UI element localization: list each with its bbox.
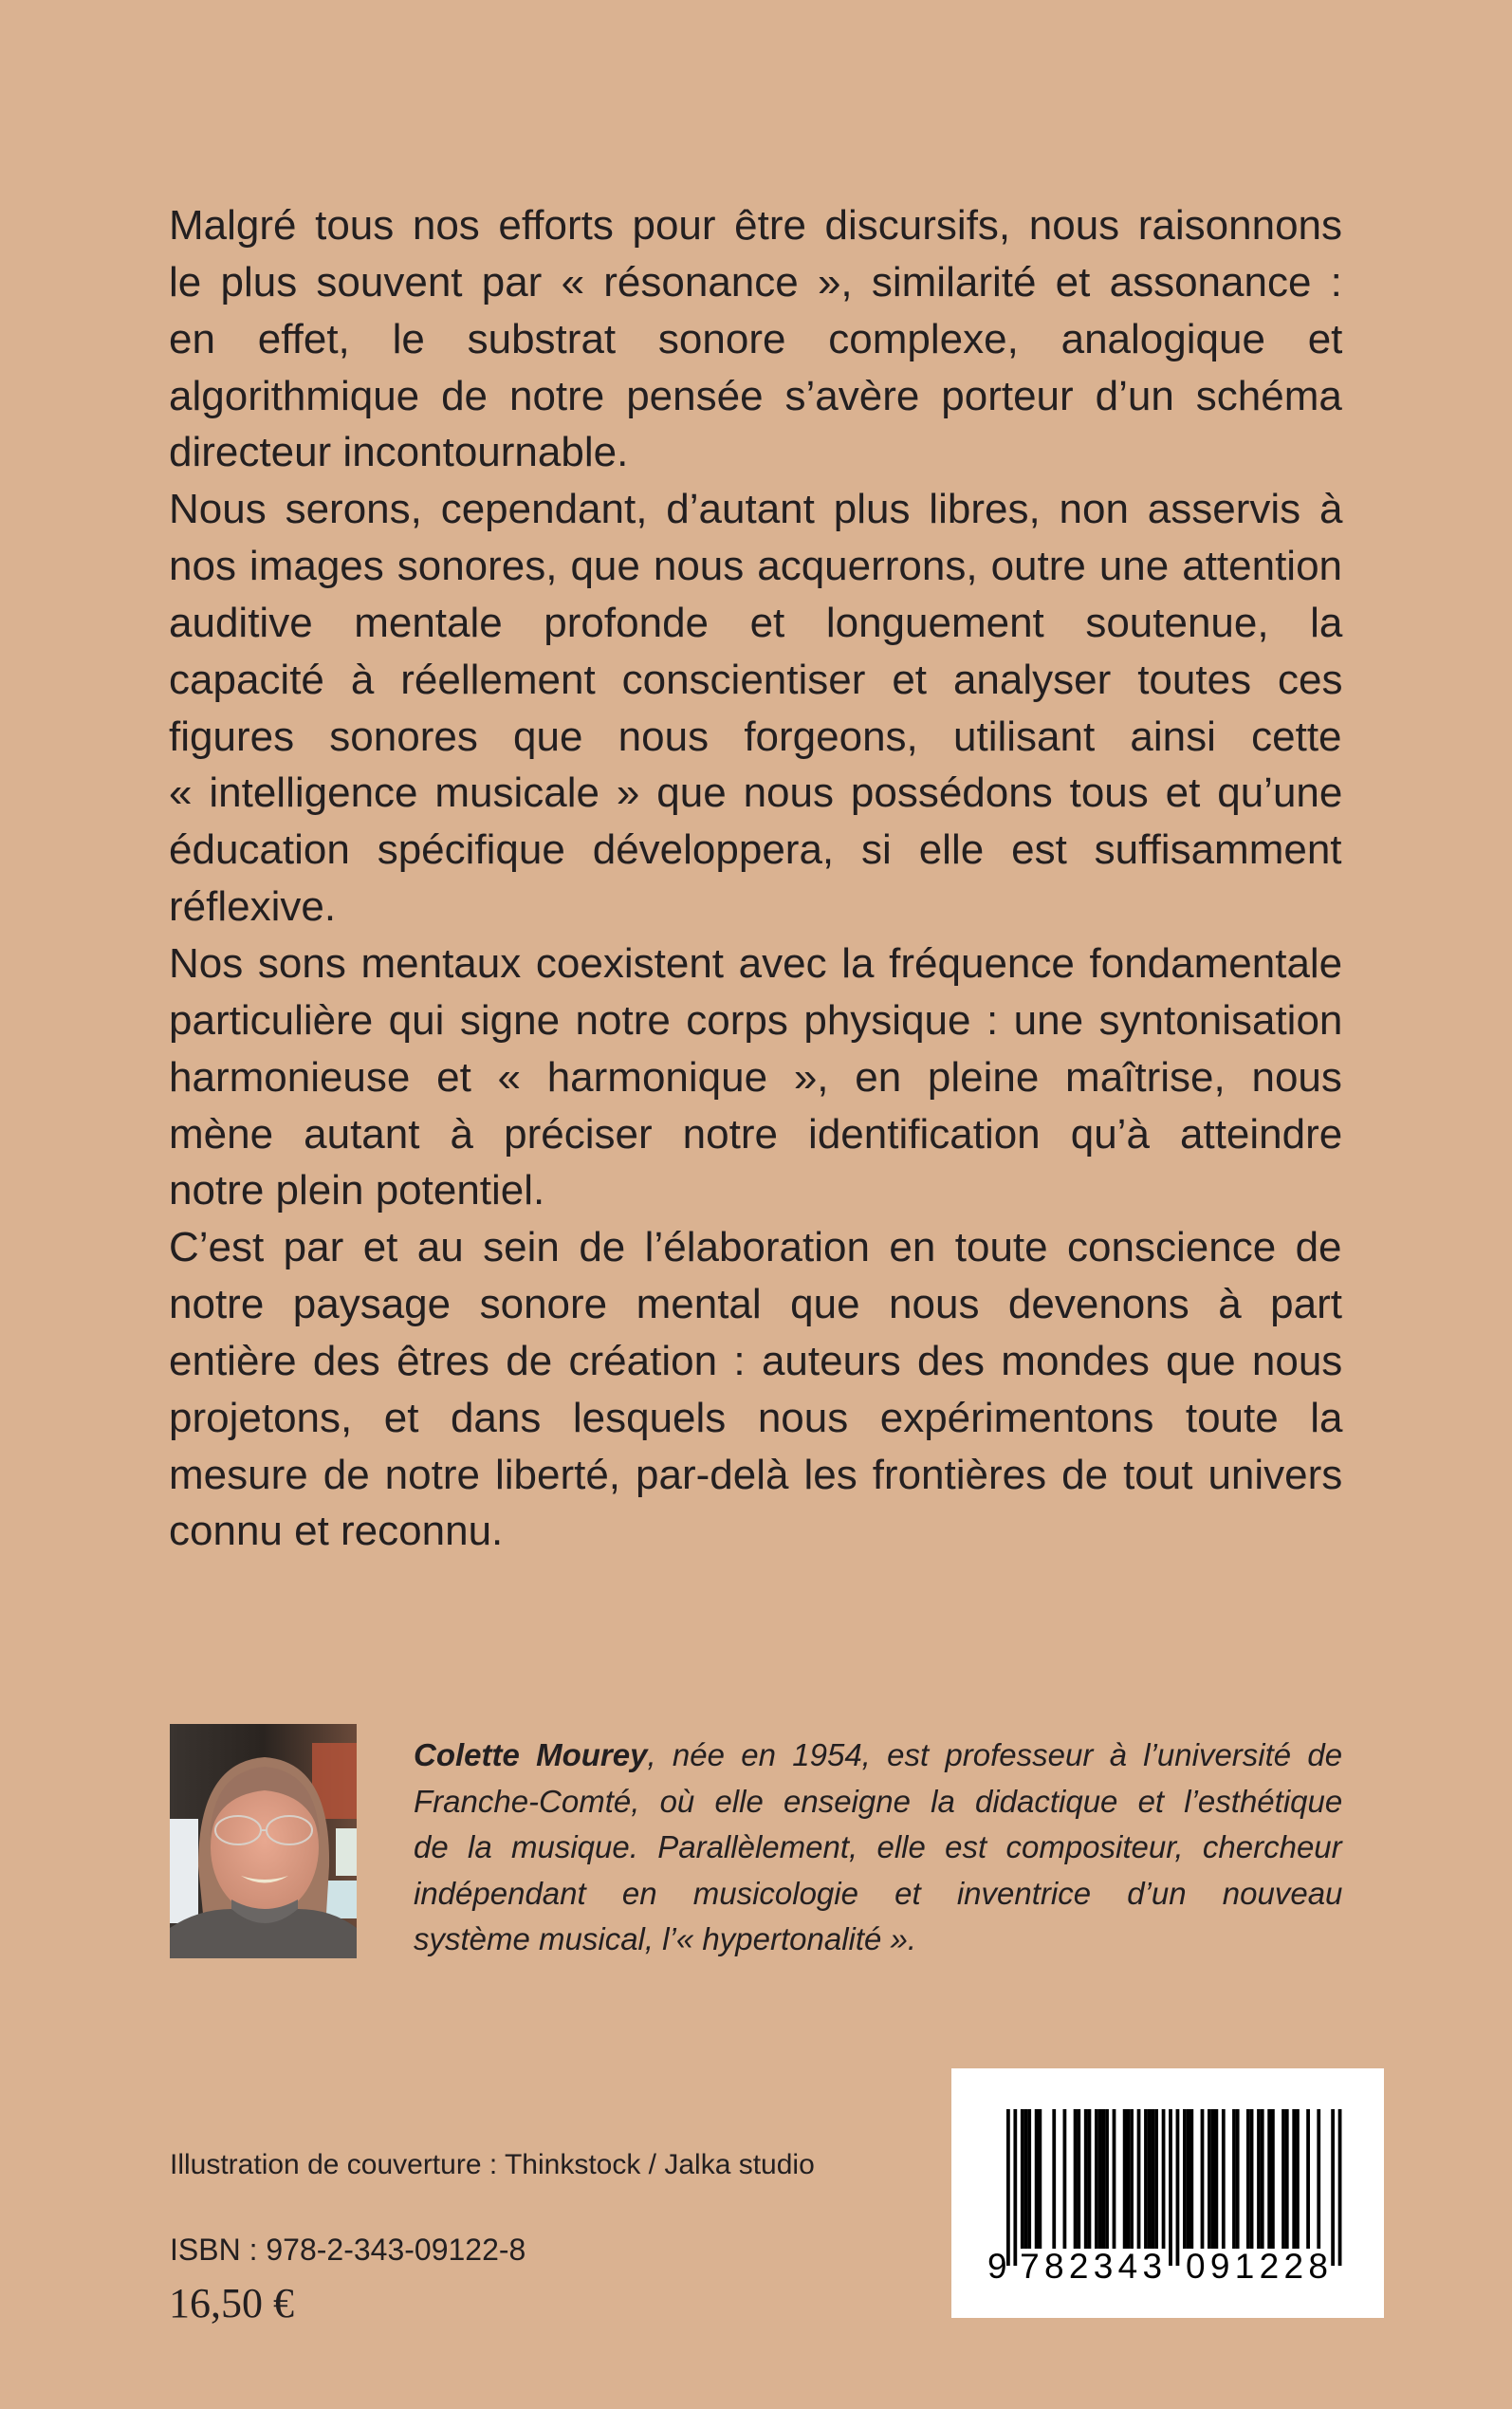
text-line — [169, 765, 1342, 822]
text-line — [169, 879, 1342, 936]
bio-line-content — [414, 1733, 1342, 1779]
barcode-first-digit: 9 — [987, 2247, 1007, 2286]
text-line-content: mesure de notre liberté, par-delà les frontières de tout univers — [169, 1451, 1343, 1498]
barcode-icon — [951, 2068, 1384, 2318]
bio-line — [414, 1733, 1342, 1779]
back-cover-text — [169, 197, 1342, 1560]
author-section — [170, 1724, 1342, 1959]
text-line — [169, 197, 1342, 254]
text-line — [169, 311, 1342, 368]
text-line-content: éducation spécifique développera, si elle est suffisamment — [169, 826, 1342, 874]
text-line — [169, 1049, 1342, 1106]
author-photo — [170, 1724, 357, 1958]
bio-line-content: Franche-Comté, où elle enseigne la didactique et l’esthétique — [414, 1783, 1343, 1819]
text-line-content: entière des êtres de création : auteurs des mondes que nous — [169, 1337, 1343, 1384]
text-line-content: notre plein potentiel. — [169, 1167, 545, 1214]
price: 16,50 € — [169, 2280, 294, 2326]
text-line — [169, 1333, 1342, 1390]
bio-line — [414, 1779, 1342, 1825]
text-line — [169, 424, 1342, 481]
text-line — [169, 1219, 1342, 1276]
barcode-right-digits: 091228 — [1186, 2247, 1334, 2286]
text-line-content: connu et reconnu. — [169, 1508, 504, 1555]
text-line-content: figures sonores que nous forgeons, utilisant ainsi cette — [169, 713, 1342, 760]
text-line-content: Nous serons, cependant, d’autant plus libres, non asservis à — [169, 486, 1343, 533]
text-line — [169, 595, 1342, 652]
bio-line-content: indépendant en musicologie et inventrice d’un nouveau — [414, 1875, 1343, 1911]
isbn: ISBN : 978-2-343-09122-8 — [170, 2233, 526, 2267]
text-line — [169, 709, 1342, 766]
text-line-content: harmonieuse et « harmonique », en pleine maîtrise, nous — [169, 1053, 1342, 1101]
text-line — [169, 481, 1342, 538]
text-line-content: le plus souvent par « résonance », similarité et assonance : — [169, 258, 1342, 306]
text-line-content: auditive mentale profonde et longuement soutenue, la — [169, 599, 1343, 646]
barcode-left-digits: 782343 — [1020, 2247, 1168, 2286]
text-line — [169, 1503, 1342, 1560]
text-line-content: projetons, et dans lesquels nous expérimentons toute la — [169, 1394, 1343, 1441]
text-line-content: en effet, le substrat sonore complexe, analogique et — [169, 315, 1343, 362]
cover-illustration-credit: Illustration de couverture : Thinkstock / Jalka studio — [170, 2149, 815, 2180]
text-line — [169, 1106, 1342, 1163]
bio-line-content: système musical, l’« hypertonalité ». — [414, 1921, 917, 1957]
text-line-content: capacité à réellement conscientiser et analyser toutes ces — [169, 656, 1343, 703]
text-line — [169, 368, 1342, 425]
text-line — [169, 652, 1342, 709]
author-portrait-icon — [170, 1724, 357, 1958]
text-line-content: notre paysage sonore mental que nous devenons à part — [169, 1281, 1342, 1328]
text-line — [169, 538, 1342, 595]
text-line-content: C’est par et au sein de l’élaboration en toute conscience de — [169, 1224, 1342, 1271]
text-line-content: particulière qui signe notre corps physique : une syntonisation — [169, 996, 1343, 1044]
bio-line — [414, 1871, 1342, 1918]
text-line-content: réflexive. — [169, 883, 337, 931]
text-line — [169, 936, 1342, 992]
text-line-content: mène autant à préciser notre identification qu’à atteindre — [169, 1110, 1343, 1158]
text-line — [169, 822, 1342, 879]
text-line-content: Malgré tous nos efforts pour être discursifs, nous raisonnons — [169, 202, 1343, 249]
bio-line — [414, 1917, 1342, 1963]
text-line-content: nos images sonores, que nous acquerrons, outre une attention — [169, 543, 1343, 590]
text-line — [169, 1390, 1342, 1447]
text-line — [169, 1162, 1342, 1219]
text-line-content: directeur incontournable. — [169, 429, 629, 476]
bio-text: , née en 1954, est professeur à l’université de — [647, 1737, 1343, 1772]
author-bio — [414, 1733, 1342, 1963]
text-line — [169, 1276, 1342, 1333]
text-line-content: « intelligence musicale » que nous possédons tous et qu’une — [169, 769, 1343, 817]
bio-line-content: de la musique. Parallèlement, elle est compositeur, chercheur — [414, 1829, 1342, 1865]
text-line-content: algorithmique de notre pensée s’avère porteur d’un schéma — [169, 372, 1342, 419]
bio-line — [414, 1825, 1342, 1871]
author-name: Colette Mourey — [414, 1737, 648, 1772]
text-line-content: Nos sons mentaux coexistent avec la fréquence fondamentale — [169, 939, 1343, 987]
text-line — [169, 254, 1342, 311]
text-line — [169, 992, 1342, 1049]
text-line — [169, 1447, 1342, 1504]
isbn-barcode — [951, 2068, 1384, 2318]
